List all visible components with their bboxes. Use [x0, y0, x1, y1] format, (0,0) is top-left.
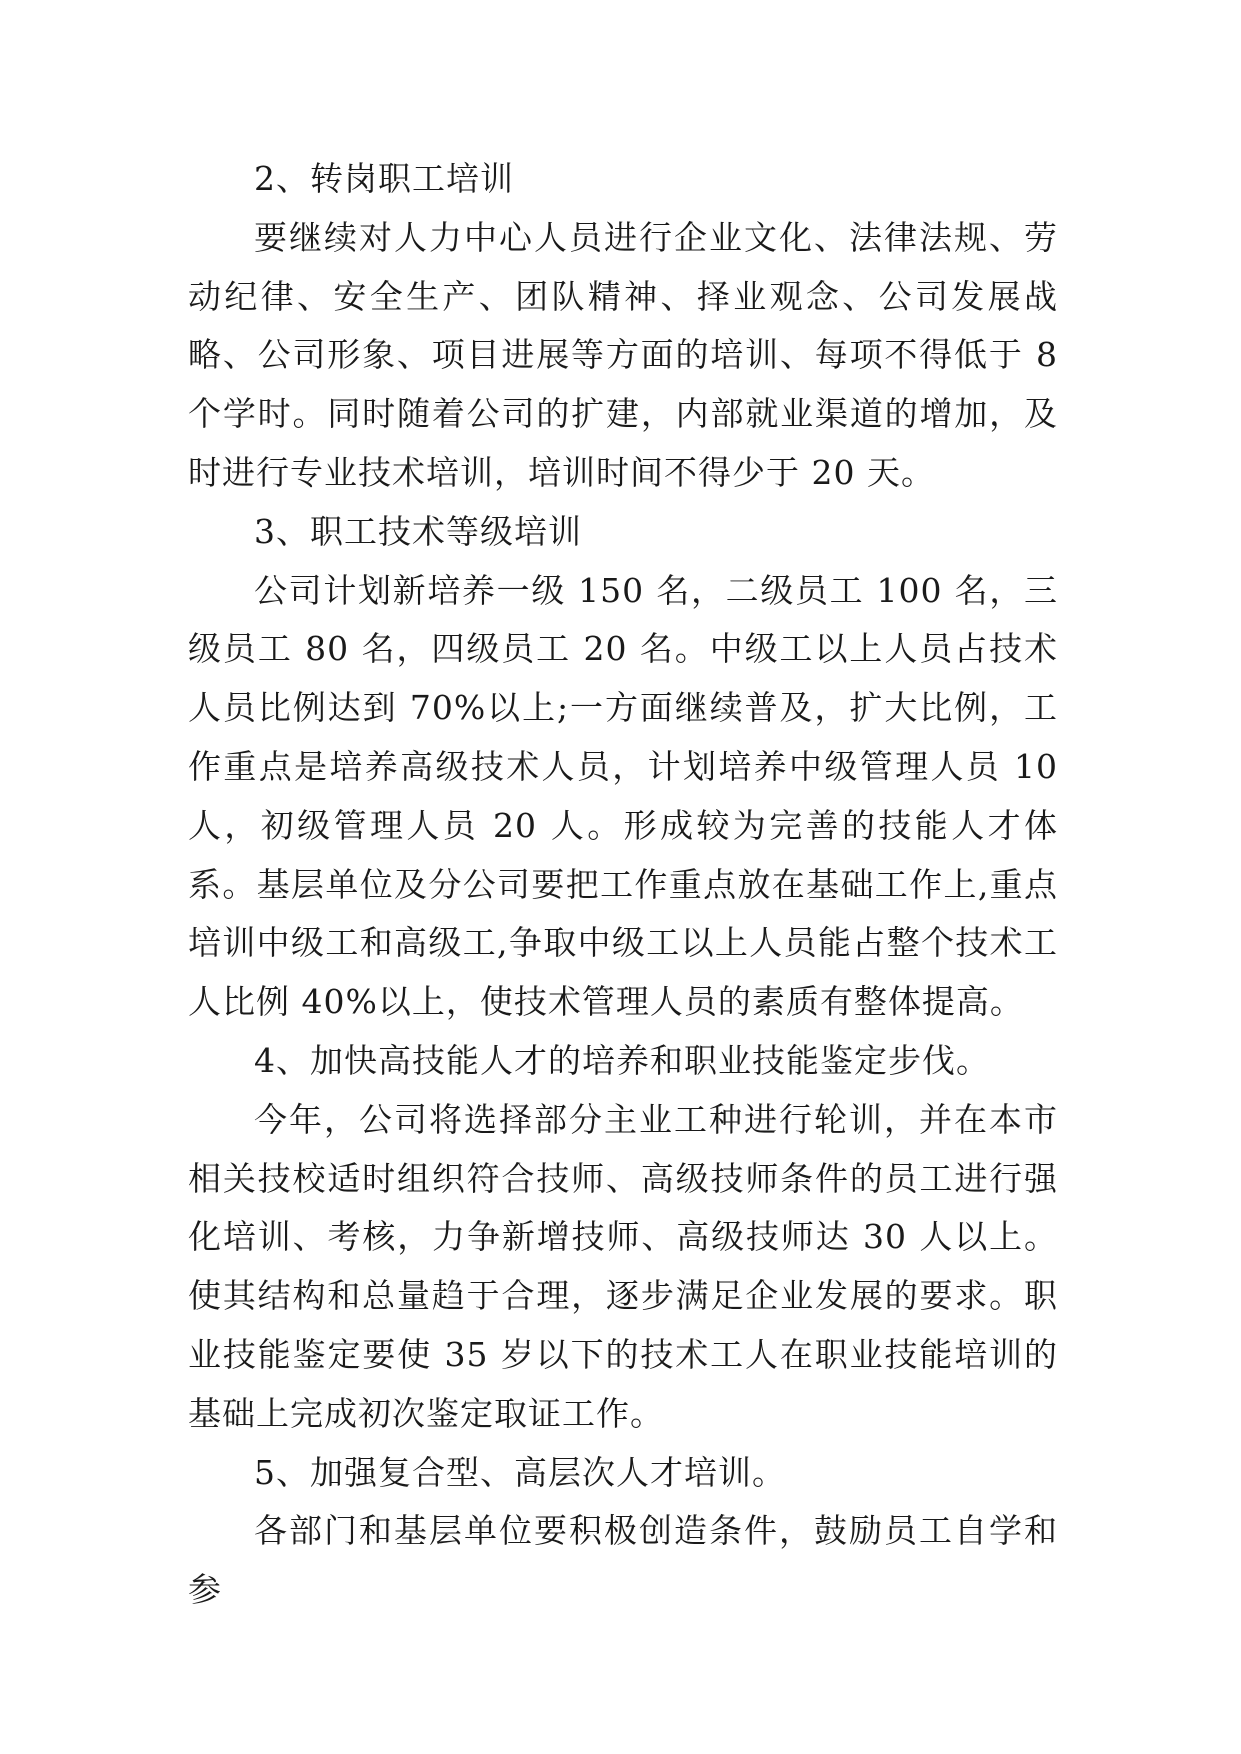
- document-body: [188, 150, 1058, 1620]
- heading-high-skill-talent: 4、加快高技能人才的培养和职业技能鉴定步伐。: [254, 1040, 990, 1080]
- paragraph-composite-talent-content: 各部门和基层单位要积极创造条件，鼓励员工自学和参: [188, 1511, 1058, 1610]
- heading-transfer-staff-training: 2、转岗职工培训: [254, 159, 514, 198]
- paragraph-high-skill-content: 今年，公司将选择部分主业工种进行轮训，并在本市相关技校适时组织符合技师、高级技师条件的员工进行强化培训、考核，力争新增技师、高级技师达 30 人以上。使其结构和总量趋于合理，逐步满足企业发展的要求。职业技能鉴定要使 35 岁以下的技术工人在职业技能培训的基础上完成初次鉴定取证工作。: [188, 1099, 1058, 1433]
- heading-technical-grade-training: 3、职工技术等级培训: [254, 511, 582, 551]
- paragraph-technical-grade-content: 公司计划新培养一级 150 名，二级员工 100 名，三级员工 80 名，四级员工 20 名。中级工以上人员占技术人员比例达到 70%以上;一方面继续普及，扩大比例，工作重点是培养高级技术人员，计划培养中级管理人员 10 人，初级管理人员 20 人。形成较为完善的技能人才体系。基层单位及分公司要把工作重点放在基础工作上,重点培训中级工和高级工,争取中级工以上人员能占整个技术工人比例 40%以上，使技术管理人员的素质有整体提高。: [188, 570, 1058, 1022]
- paragraph-transfer-training-content: 要继续对人力中心人员进行企业文化、法律法规、劳动纪律、安全生产、团队精神、择业观念、公司发展战略、公司形象、项目进展等方面的培训、每项不得低于 8 个学时。同时随着公司的扩建，内部就业渠道的增加，及时进行专业技术培训，培训时间不得少于 20 天。: [188, 217, 1058, 492]
- heading-composite-talent-training: 5、加强复合型、高层次人才培训。: [254, 1452, 786, 1492]
